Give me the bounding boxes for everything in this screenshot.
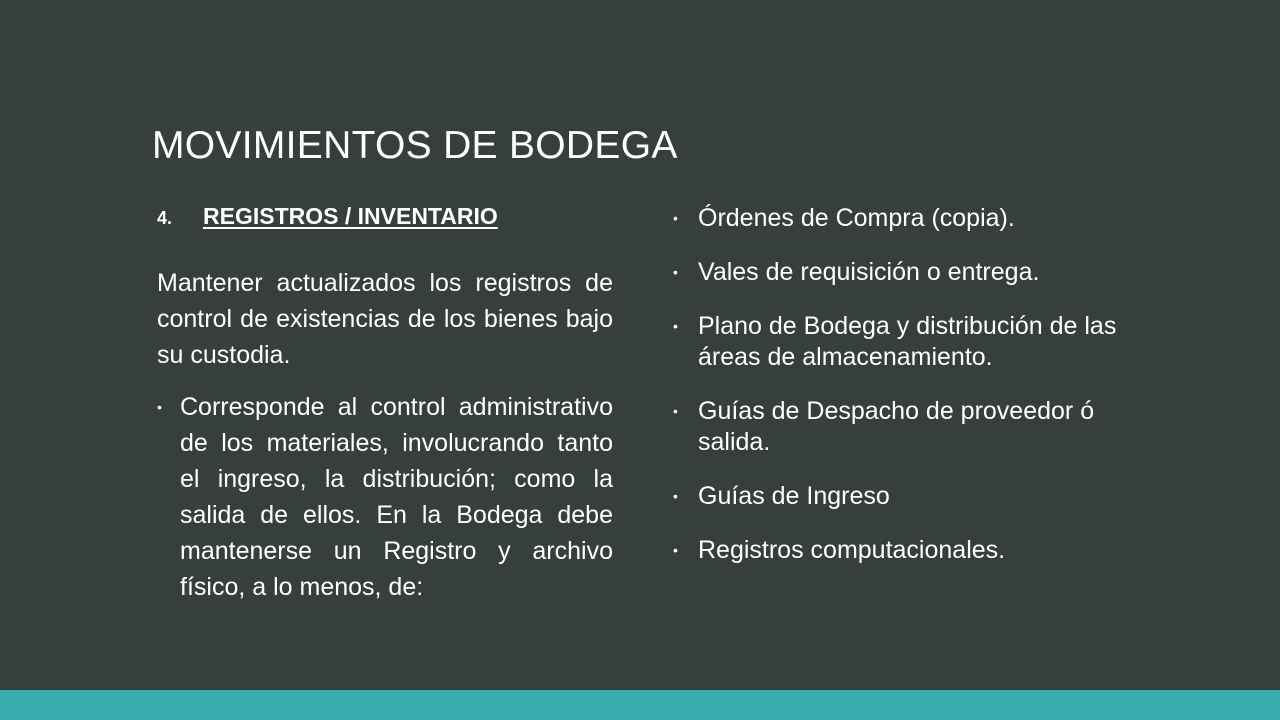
- list-item: [157, 389, 613, 605]
- list-item: [673, 396, 1143, 458]
- bullet-icon: •: [673, 264, 678, 280]
- list-item: [673, 481, 1143, 512]
- list-item: [673, 257, 1143, 288]
- section-number: 4.: [157, 208, 173, 228]
- bullet-text: Corresponde al control administrativo de los materiales, involucrando tanto el ingreso, la distribución; como la salida de ellos. En la Bodega debe mantenerse un Registro y archivo físico, a lo menos, de:: [180, 393, 613, 601]
- slide-title: MOVIMIENTOS DE BODEGA: [152, 124, 678, 167]
- footer-accent-bar: [0, 690, 1280, 720]
- bullet-icon: •: [673, 403, 678, 419]
- left-bullet-list: [157, 389, 613, 605]
- bullet-text: Guías de Despacho de proveedor ó salida.: [698, 397, 1095, 456]
- list-item: [673, 311, 1143, 373]
- list-item: [673, 535, 1143, 566]
- section-title: REGISTROS / INVENTARIO: [203, 203, 498, 229]
- bullet-icon: •: [157, 399, 162, 415]
- bullet-icon: •: [673, 210, 678, 226]
- bullet-icon: •: [673, 542, 678, 558]
- right-bullet-list: [673, 203, 1143, 566]
- bullet-icon: •: [673, 488, 678, 504]
- bullet-text: Registros computacionales.: [698, 536, 1006, 564]
- bullet-text: Vales de requisición o entrega.: [698, 258, 1040, 286]
- bullet-text: Órdenes de Compra (copia).: [698, 204, 1015, 232]
- section-heading: [157, 203, 613, 243]
- list-item: [673, 203, 1143, 234]
- right-column: [673, 203, 1143, 589]
- bullet-icon: •: [673, 318, 678, 334]
- bullet-text: Plano de Bodega y distribución de las áreas de almacenamiento.: [698, 312, 1117, 371]
- left-column: [157, 203, 613, 605]
- intro-paragraph: Mantener actualizados los registros de control de existencias de los bienes bajo su custodia.: [157, 269, 613, 369]
- bullet-text: Guías de Ingreso: [698, 482, 890, 510]
